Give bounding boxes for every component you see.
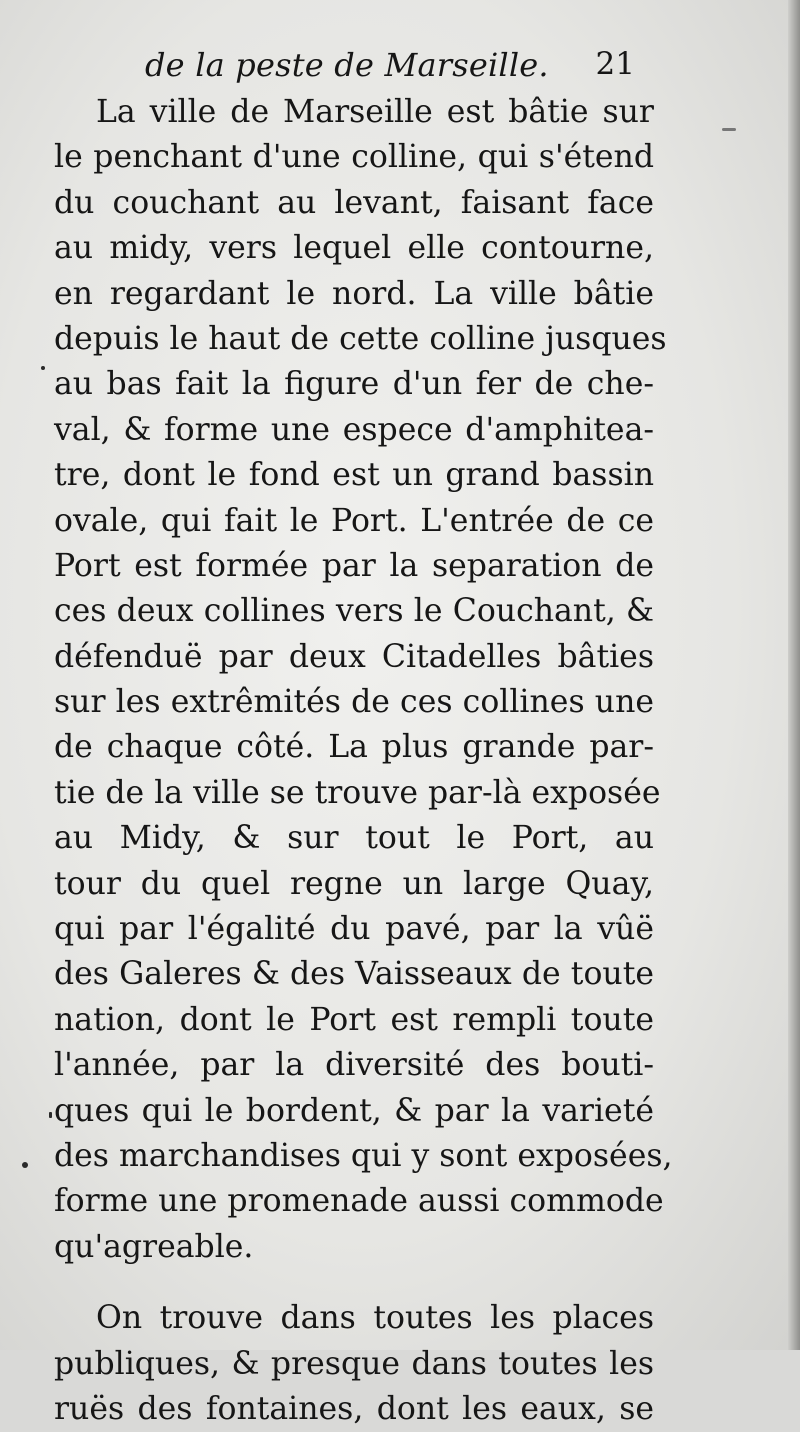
text-line: de chaque côté. La plus grande par- (54, 729, 654, 766)
page-number: 21 (595, 46, 635, 82)
text-line: ruës des fontaines, dont les eaux, se (54, 1390, 654, 1427)
ink-speck (49, 1112, 52, 1118)
paragraph-1 (54, 90, 673, 1270)
text-line: La ville de Marseille est bâtie sur (96, 94, 654, 130)
ink-speck (722, 128, 736, 131)
text-line: ques qui le bordent, & par la varieté (54, 1092, 654, 1129)
text-line: des Galeres & des Vaisseaux de toute (54, 956, 654, 993)
text-line: en regardant le nord. La ville bâtie (54, 275, 654, 312)
text-line: ovale, qui fait le Port. L'entrée de ce (54, 502, 654, 539)
text-line: du couchant au levant, faisant face (54, 184, 654, 221)
text-line: sur les extrêmités de ces collines une (54, 684, 654, 721)
text-line: tour du quel regne un large Quay, (54, 865, 654, 902)
text-line: tre, dont le fond est un grand bassin (54, 457, 654, 494)
text-line: au bas fait la figure d'un fer de che- (54, 366, 654, 403)
text-line: depuis le haut de cette colline jusques (54, 320, 667, 357)
text-line: tie de la ville se trouve par-là exposée (54, 774, 661, 811)
text-line: Port est formée par la separation de (54, 547, 654, 584)
text-line: qui par l'égalité du pavé, par la vûë (54, 911, 654, 948)
body-text (54, 90, 673, 1432)
text-line: le penchant d'une colline, qui s'étend (54, 139, 654, 176)
text-line: ces deux collines vers le Couchant, & (54, 593, 654, 630)
text-line: au Midy, & sur tout le Port, au (54, 820, 654, 857)
text-line: nation, dont le Port est rempli toute (54, 1001, 654, 1038)
page-header (145, 44, 635, 90)
text-line: des marchandises qui y sont exposées, (54, 1137, 673, 1174)
text-line: défenduë par deux Citadelles bâties (54, 638, 654, 675)
running-title: de la peste de Marseille. (145, 46, 549, 84)
text-line: qu'agreable. (54, 1228, 254, 1265)
text-line: On trouve dans toutes les places (96, 1300, 654, 1337)
text-line: forme une promenade aussi commode (54, 1183, 664, 1220)
page-edge-shadow (788, 0, 800, 1350)
text-line: l'année, par la diversité des bouti- (54, 1047, 654, 1084)
paragraph-2 (54, 1296, 654, 1432)
ink-speck (22, 1162, 28, 1168)
ink-speck (41, 366, 45, 370)
text-line: publiques, & presque dans toutes les (54, 1345, 654, 1382)
text-line: au midy, vers lequel elle contourne, (54, 230, 654, 267)
text-line: val, & forme une espece d'amphitea- (54, 411, 654, 448)
